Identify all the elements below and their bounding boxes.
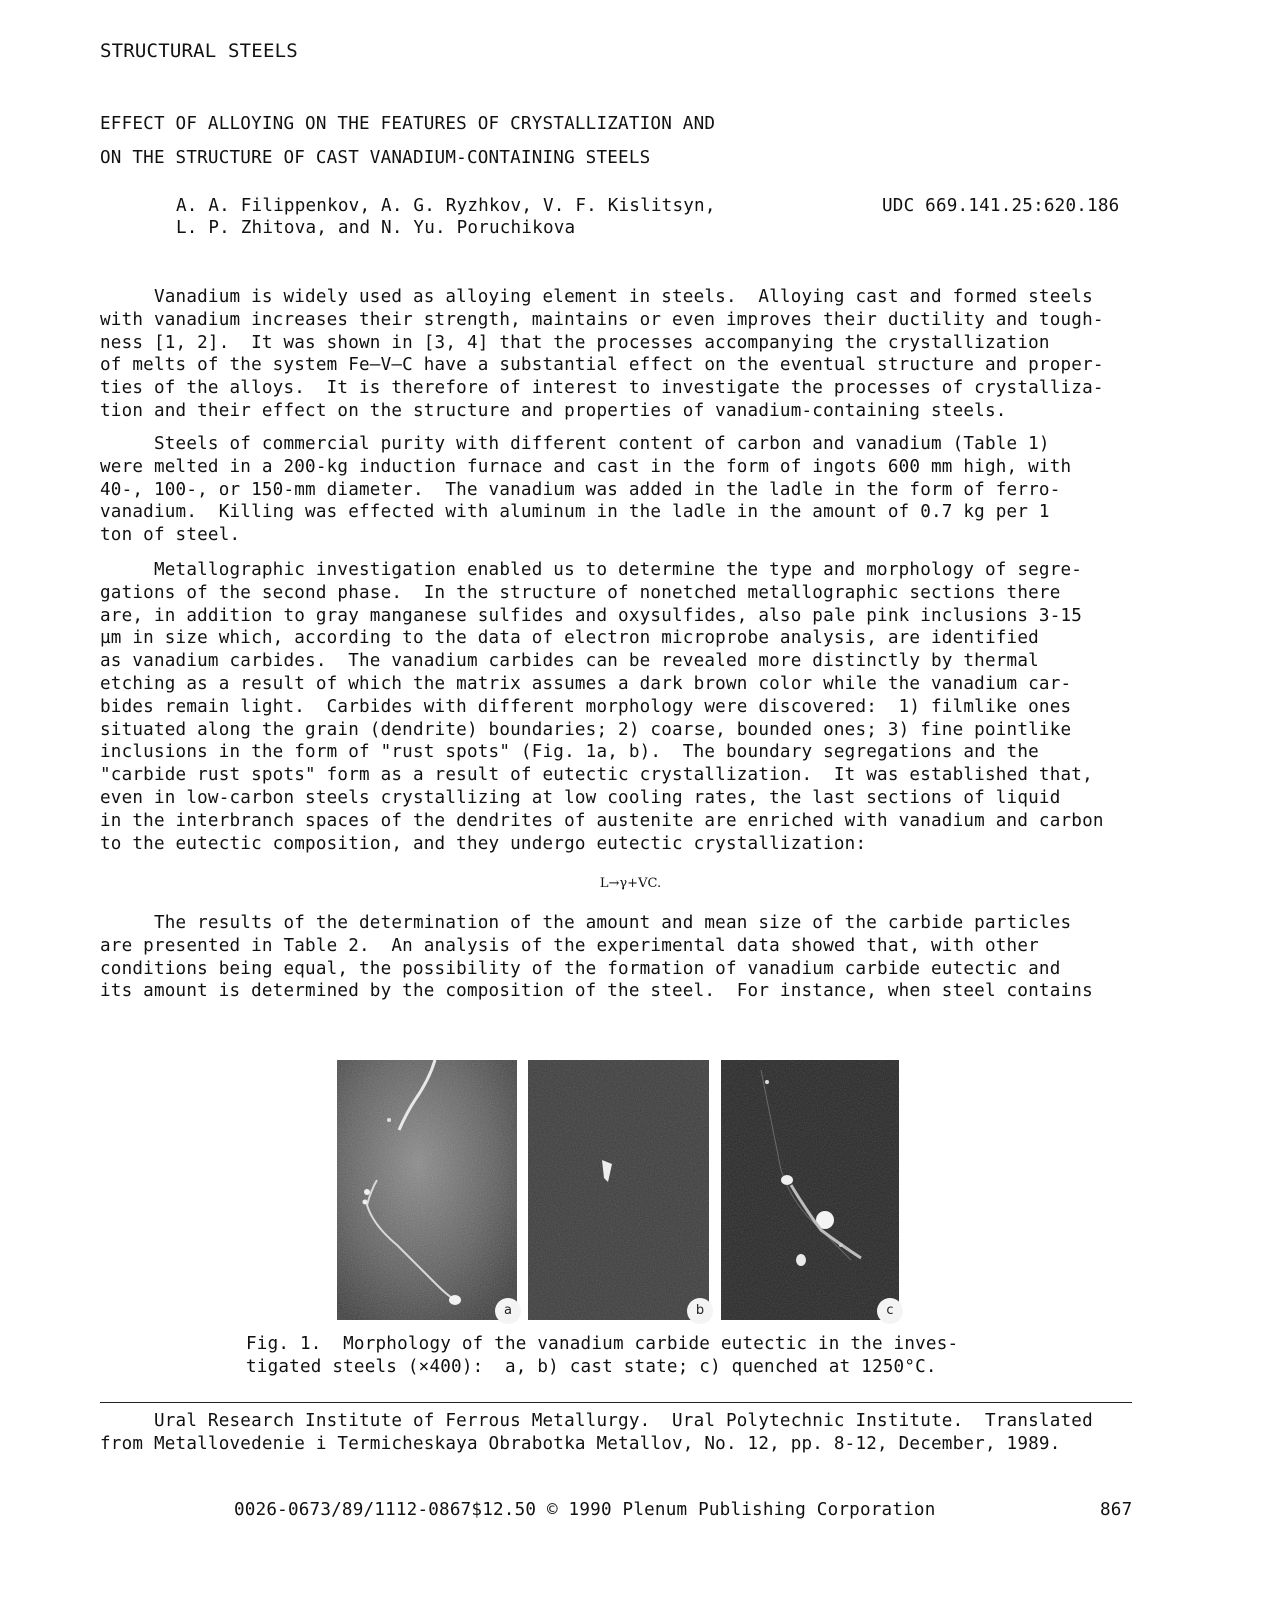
footnote-line: Ural Research Institute of Ferrous Metallurgy. Ural Polytechnic Institute. Translated: [100, 1411, 1093, 1431]
paragraph-2: [100, 433, 1160, 547]
article-title-line-1: EFFECT OF ALLOYING ON THE FEATURES OF CRYSTALLIZATION AND: [100, 114, 716, 134]
text-line: with vanadium increases their strength, maintains or even improves their ductility and tough-: [100, 309, 1104, 330]
reaction-equation: L→γ+VC.: [599, 876, 662, 891]
authors-line-2: L. P. Zhitova, and N. Yu. Poruchikova: [176, 218, 576, 238]
text-line: Steels of commercial purity with different content of carbon and vanadium (Table 1): [100, 434, 1050, 454]
copyright-line: 0026-0673/89/1112-0867$12.50 © 1990 Plenum Publishing Corporation: [234, 1500, 936, 1520]
text-line: tion and their effect on the structure and properties of vanadium-containing steels.: [100, 400, 1007, 421]
text-line: "carbide rust spots" form as a result of eutectic crystallization. It was established that,: [100, 765, 1093, 786]
panel-label-c: c: [877, 1298, 903, 1324]
footnote-divider: [100, 1402, 1132, 1403]
paragraph-3: [100, 559, 1160, 855]
udc-code: UDC 669.141.25:620.186: [882, 196, 1120, 216]
text-line: The results of the determination of the amount and mean size of the carbide particles: [100, 913, 1072, 933]
text-line: gations of the second phase. In the structure of nonetched metallographic sections there: [100, 582, 1061, 603]
text-line: Metallographic investigation enabled us to determine the type and morphology of segre-: [100, 560, 1083, 580]
text-line: Vanadium is widely used as alloying element in steels. Alloying cast and formed steels: [100, 287, 1093, 307]
micrograph-b-image: [528, 1060, 709, 1320]
text-line: to the eutectic composition, and they undergo eutectic crystallization:: [100, 833, 867, 854]
micrograph-panel-c: [721, 1060, 899, 1320]
text-line: etching as a result of which the matrix assumes a dark brown color while the vanadium car-: [100, 673, 1072, 694]
text-line: vanadium. Killing was effected with aluminum in the ladle in the amount of 0.7 kg per 1: [100, 502, 1050, 523]
paragraph-4: [100, 912, 1160, 1003]
page-number: 867: [1100, 1500, 1133, 1520]
micrograph-panel-a: [337, 1060, 517, 1320]
text-line: are, in addition to gray manganese sulfides and oxysulfides, also pale pink inclusions 3-15: [100, 605, 1083, 626]
panel-label-a: a: [495, 1298, 521, 1324]
text-line: 40-, 100-, or 150-mm diameter. The vanadium was added in the ladle in the form of ferro-: [100, 479, 1061, 500]
micrograph-c-image: [721, 1060, 899, 1320]
text-line: conditions being equal, the possibility of the formation of vanadium carbide eutectic and: [100, 958, 1061, 979]
text-line: its amount is determined by the composition of the steel. For instance, when steel contains: [100, 981, 1093, 1002]
footnote-line: from Metallovedenie i Termicheskaya Obrabotka Metallov, No. 12, pp. 8-12, December, 1989.: [100, 1433, 1061, 1454]
text-line: are presented in Table 2. An analysis of the experimental data showed that, with other: [100, 935, 1039, 956]
text-line: of melts of the system Fe—V—C have a substantial effect on the eventual structure and proper-: [100, 355, 1104, 376]
section-heading: STRUCTURAL STEELS: [100, 40, 298, 62]
text-line: even in low-carbon steels crystallizing at low cooling rates, the last sections of liquid: [100, 787, 1061, 808]
text-line: situated along the grain (dendrite) boundaries; 2) coarse, bounded ones; 3) fine pointlike: [100, 719, 1072, 740]
text-line: inclusions in the form of "rust spots" (Fig. 1a, b). The boundary segregations and the: [100, 742, 1039, 763]
caption-line: Fig. 1. Morphology of the vanadium carbide eutectic in the inves-: [246, 1334, 959, 1354]
text-line: as vanadium carbides. The vanadium carbides can be revealed more distinctly by thermal: [100, 651, 1039, 672]
caption-line: tigated steels (×400): a, b) cast state; c) quenched at 1250°C.: [246, 1356, 937, 1377]
text-line: ton of steel.: [100, 525, 241, 546]
paragraph-1: [100, 286, 1160, 423]
text-line: µm in size which, according to the data of electron microprobe analysis, are identified: [100, 628, 1039, 649]
article-title-line-2: ON THE STRUCTURE OF CAST VANADIUM-CONTAINING STEELS: [100, 148, 651, 168]
text-line: in the interbranch spaces of the dendrites of austenite are enriched with vanadium and carbon: [100, 810, 1104, 831]
text-line: were melted in a 200-kg induction furnace and cast in the form of ingots 600 mm high, with: [100, 456, 1072, 477]
text-line: ness [1, 2]. It was shown in [3, 4] that the processes accompanying the crystallization: [100, 332, 1050, 353]
figure-1-micrographs: [337, 1060, 899, 1320]
micrograph-a-image: [337, 1060, 517, 1320]
text-line: ties of the alloys. It is therefore of interest to investigate the processes of crystalliza-: [100, 378, 1104, 399]
panel-label-b: b: [687, 1298, 713, 1324]
footnote: [100, 1410, 1160, 1456]
figure-caption: [246, 1333, 958, 1379]
authors-line-1: A. A. Filippenkov, A. G. Ryzhkov, V. F. Kislitsyn,: [176, 196, 716, 216]
micrograph-panel-b: [528, 1060, 709, 1320]
text-line: bides remain light. Carbides with different morphology were discovered: 1) filmlike ones: [100, 696, 1072, 717]
